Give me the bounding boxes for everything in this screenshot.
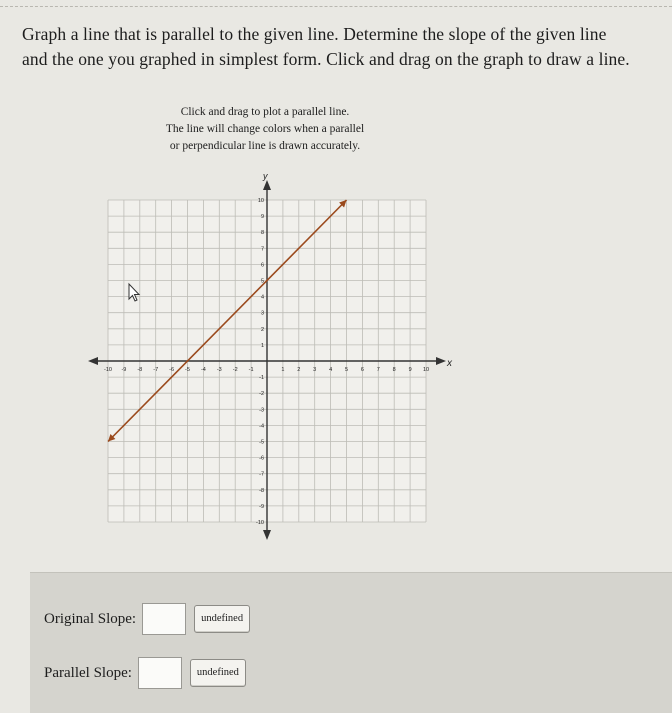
original-slope-label: Original Slope: [44,610,137,627]
y-tick-label: -3 [259,407,264,414]
x-tick-label: -1 [248,367,254,373]
y-tick-label: -10 [256,520,264,526]
y-axis-up-arrow-icon [263,180,271,190]
x-tick-label: 4 [329,367,333,373]
x-tick-label: 7 [376,367,380,373]
x-tick-label: 10 [422,367,430,373]
y-axis-label: y [263,171,268,181]
y-tick-label: 8 [260,230,264,237]
x-tick-label: 8 [392,367,396,373]
x-tick-label: -5 [185,367,190,373]
instruction-line-3: or perpendicular line is drawn accurately. [169,140,361,152]
y-tick-label: 2 [260,326,264,333]
y-tick-label: 6 [260,262,264,269]
y-tick-label: -6 [259,455,264,462]
x-tick-label: -3 [216,367,222,373]
x-tick-label: -6 [169,367,175,373]
x-tick-label: -7 [153,367,159,373]
x-tick-label: 3 [313,367,317,373]
y-tick-label: 1 [260,342,264,349]
parallel-undefined-button[interactable]: undefined [190,659,246,687]
x-tick-label: -10 [104,367,112,373]
x-tick-label: -4 [200,367,206,373]
y-tick-label: 10 [257,198,264,204]
y-tick-label: -4 [259,423,264,430]
x-tick-label: -8 [137,367,143,373]
x-tick-label: -9 [121,367,127,373]
y-tick-label: -7 [259,471,264,478]
x-axis-right-arrow-icon [436,357,446,365]
y-tick-label: -8 [259,487,264,494]
parallel-slope-input[interactable] [138,657,182,689]
y-tick-label: 4 [260,294,264,301]
y-tick-label: 9 [260,214,264,221]
parallel-slope-row [44,657,246,689]
y-tick-label: 7 [260,246,264,253]
x-tick-label: 2 [297,367,301,373]
x-axis-left-arrow-icon [88,357,98,365]
y-tick-label: 5 [260,278,264,285]
x-tick-label: 1 [281,367,285,373]
original-undefined-button[interactable]: undefined [194,605,250,633]
question-line-2: and the one you graphed in simplest form. Click and drag on the graph to draw a line. [22,49,630,69]
question-line-1: Graph a line that is parallel to the given line. Determine the slope of the given line [22,24,607,44]
x-tick-label: -2 [232,367,238,373]
instruction-line-2: The line will change colors when a parallel [165,123,365,135]
x-axis-label: x [447,358,452,369]
original-slope-row [44,603,250,635]
y-tick-label: -1 [259,375,264,382]
x-tick-label: 5 [344,367,349,373]
y-tick-label: -9 [259,503,264,510]
y-tick-label: 3 [260,310,264,317]
x-tick-label: 6 [360,367,364,373]
parallel-slope-label: Parallel Slope: [44,664,132,681]
original-slope-input[interactable] [142,603,186,635]
x-tick-label: 9 [408,367,412,373]
y-axis-down-arrow-icon [263,530,271,540]
instruction-line-1: Click and drag to plot a parallel line. [180,106,350,118]
answer-panel [30,572,672,713]
y-tick-label: -5 [259,439,264,446]
y-tick-label: -2 [259,391,264,398]
